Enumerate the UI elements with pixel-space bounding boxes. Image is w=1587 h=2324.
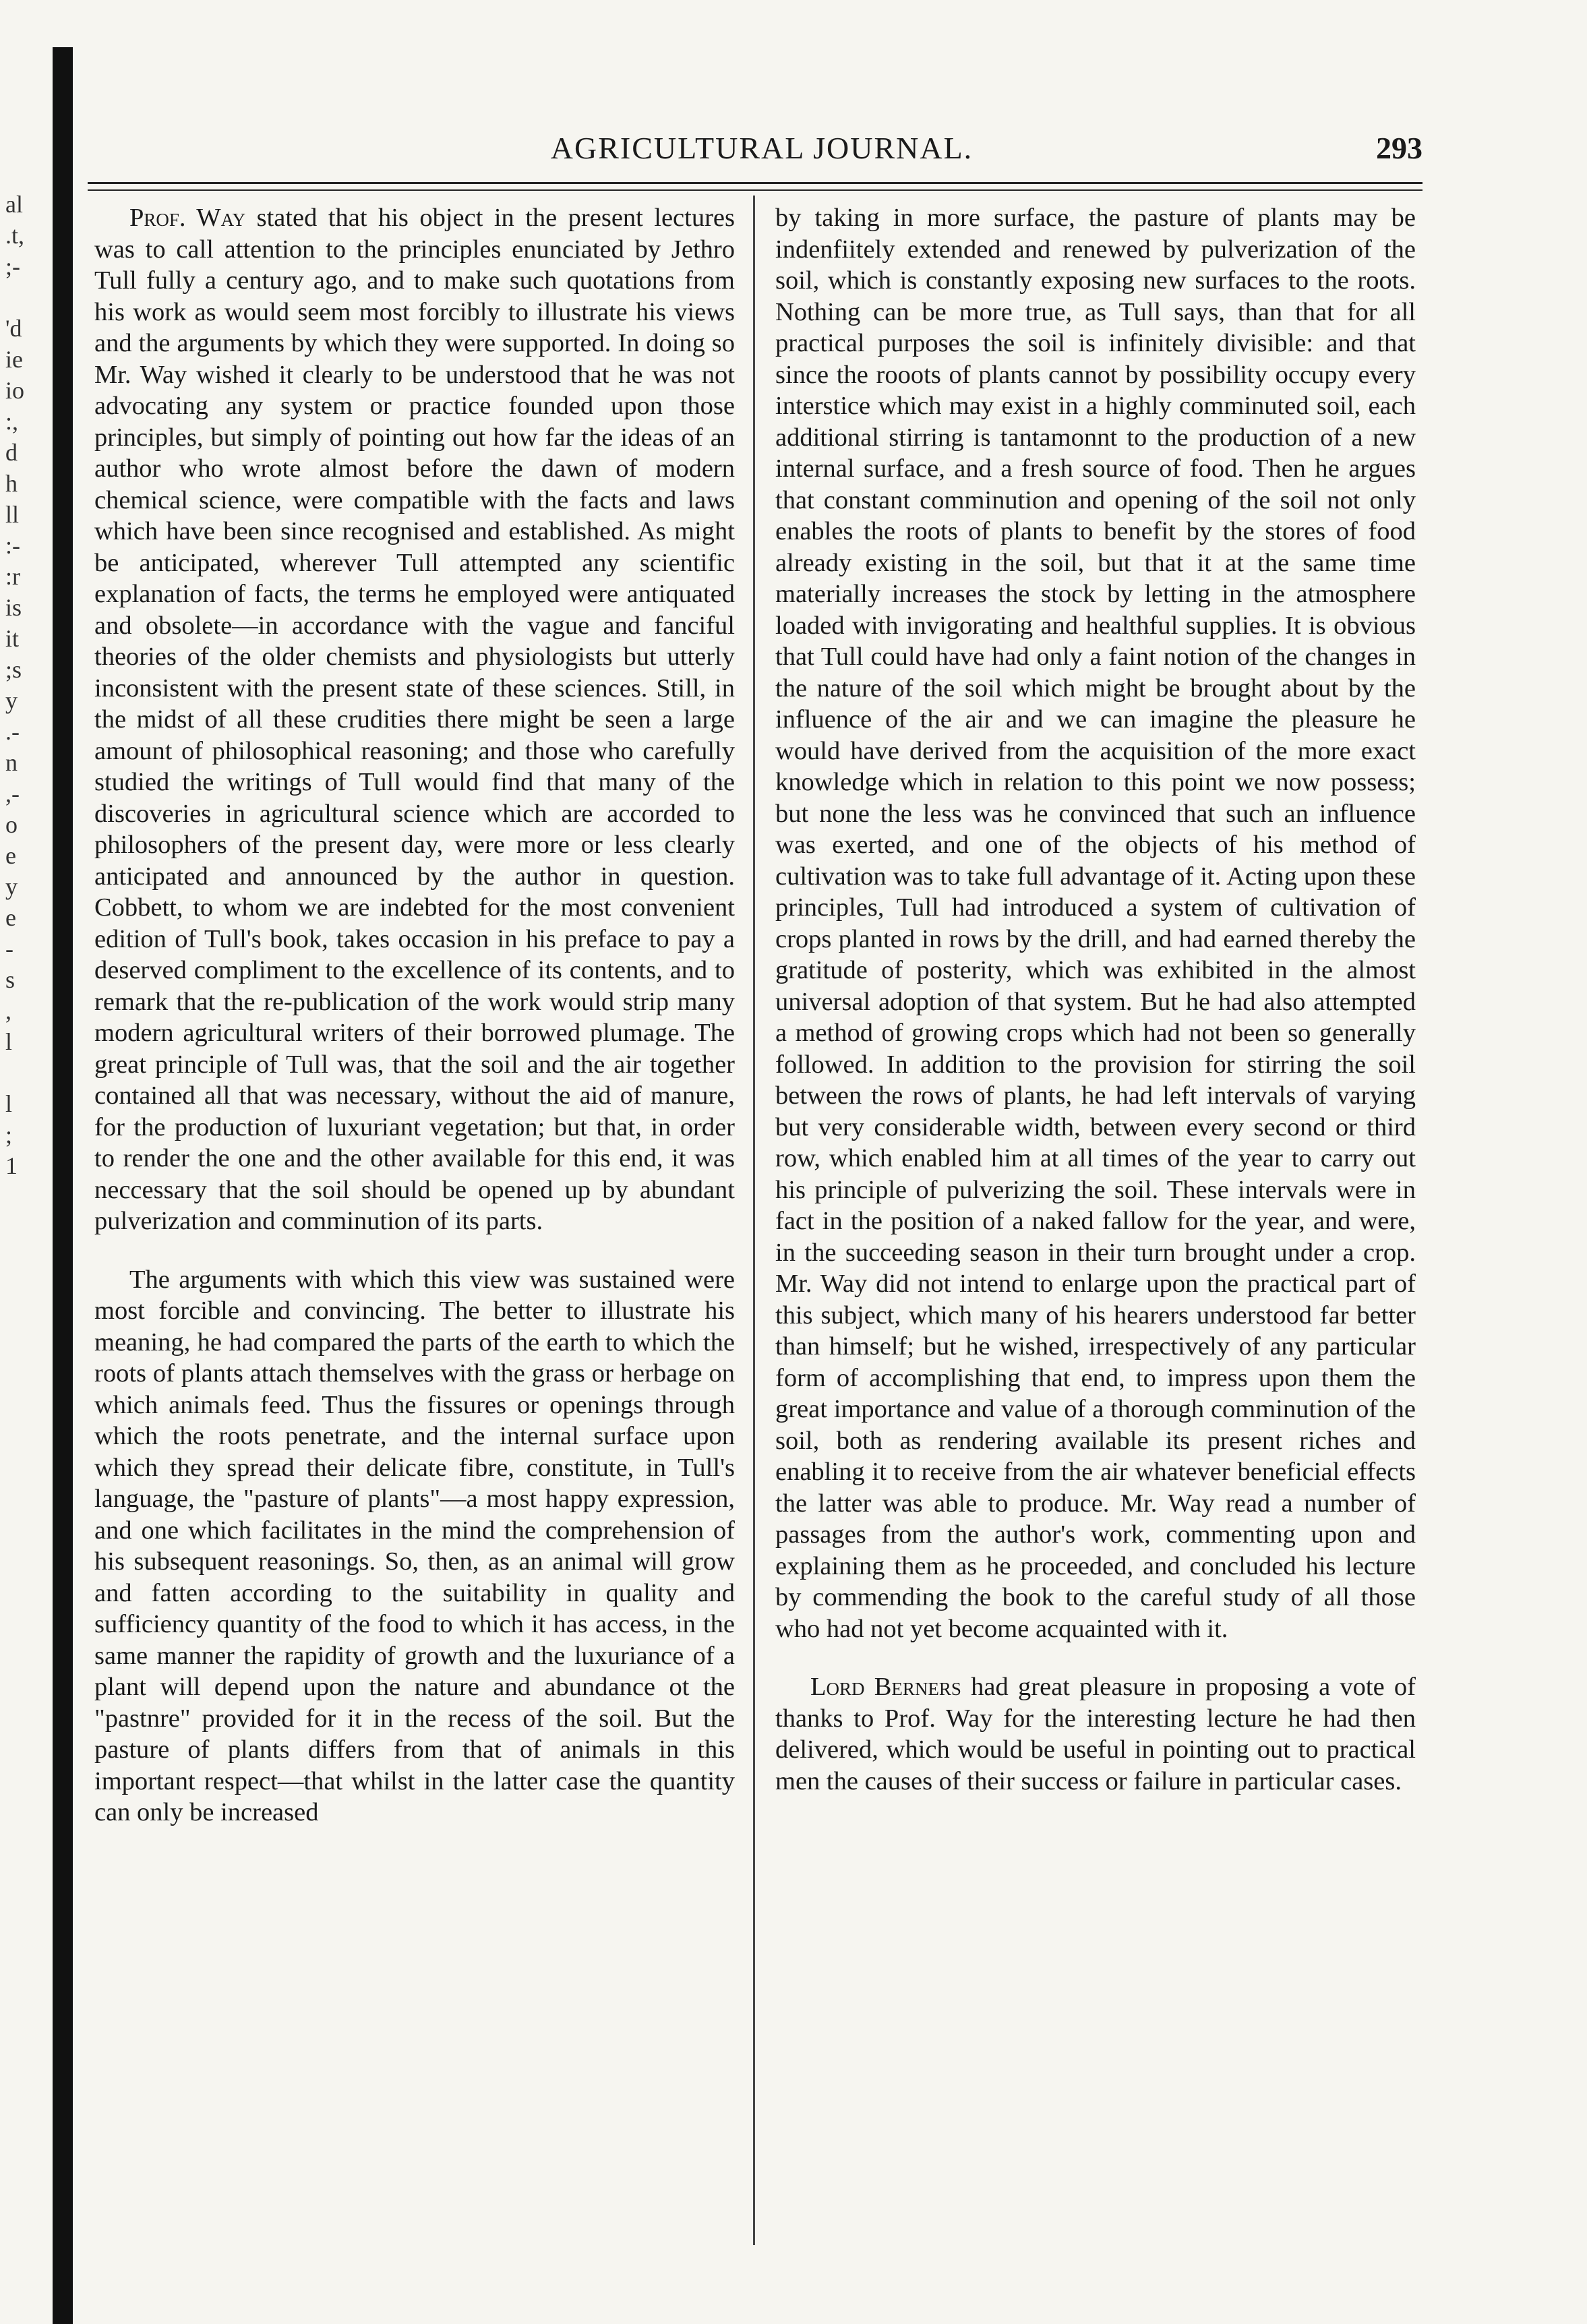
- page-number: 293: [1376, 131, 1423, 165]
- binding-edge: [53, 47, 73, 2324]
- left-column: [94, 202, 735, 1855]
- running-title: AGRICULTURAL JOURNAL.: [550, 131, 974, 165]
- margin-bleed-through-text: al .t, ;- 'd ie io :, d h ll :- :r is it ;s y .- n ,- o e y e - s , l l ; 1: [5, 191, 25, 1179]
- column-divider: [753, 196, 755, 2245]
- paragraph-vote-of-thanks: [775, 1671, 1416, 1797]
- speaker-name: Prof. Way: [129, 204, 246, 232]
- paragraph-arguments: The arguments with which this view was sustained were most forcible and convincing. The better to illustrate his meaning, he had compared the parts of the earth to which the roots of plants attach themselves with the grass or herbage on which animals feed. Thus the fissures or openings through which the roots penetrate, and the internal surface upon which they spread their delicate fibre, constitute, in Tull's language, the "pasture of plants"—a most happy expression, and one which facilitates in the mind the comprehension of his subsequent reasonings. So, then, as an animal will grow and fatten according to the suitability in quality and sufficiency quantity of the food to which it has access, in the same manner the rapidity of growth and the luxuriance of a plant will depend upon the nature and abundance ot the "pastnre" provided for it in the recess of the soil. But the pasture of plants differs from that of animals in this important respect—that whilst in the latter case the quantity can only be increased: [94, 1265, 735, 1826]
- header-rule: [88, 182, 1423, 191]
- right-column: [775, 202, 1416, 1824]
- paragraph-continuation: by taking in more surface, the pasture of plants may be indenfiitely extended and renewed by pulverization of the soil, which is constantly exposing new surfaces to the roots. Nothing can be more true, as Tull says, than that for all practical purposes the soil is infinitely divisible: and that since the rooots of plants cannot by possibility occupy every interstice which may exist in a highly comminuted soil, each additional stirring is tantamonnt to the production of a new internal surface, and a fresh source of food. Then he argues that constant comminution and opening of the soil not only enables the roots of plants to benefit by the stores of food already existing in the soil, but that it at the same time materially increases the stock by letting in the atmosphere loaded with invigorating and healthful supplies. It is obvious that Tull could have had only a faint notion of the changes in the nature of the soil which might be brought about by the influence of the air and we can imagine the pleasure he would have derived from the acquisition of the more exact knowledge which in relation to this point we now possess; but none the less was he convinced that such an influence was exerted, and one of the objects of his method of cultivation was to take full advantage of it. Acting upon these principles, Tull had introduced a system of cultivation of crops planted in rows by the drill, and had earned thereby the gratitude of posterity, which was exhibited in the almost universal adoption of that system. But he had also attempted a method of growing crops which had not been so generally followed. In addition to the provision for stirring the soil between the rows of plants, he had left intervals of varying but very considerable width, between every second or third row, which enabled him at all times of the year to carry out his principle of pulverizing the soil. These intervals were in fact in the position of a naked fallow for the year, and were, in the succeeding season in their turn brought under a crop. Mr. Way did not intend to enlarge upon the practical part of this subject, which many of his hearers understood far better than himself; but he wished, irrespectively of any particular form of accomplishing that end, to impress upon them the great importance and value of a thorough comminution of the soil, both as rendering available its present riches and enabling it to receive from the air whatever beneficial effects the latter was able to produce. Mr. Way read a number of passages from the author's work, commenting upon and explaining them as he proceeded, and concluded his lecture by commending the book to the careful study of all those who had not yet become acquainted with it.: [775, 204, 1416, 1643]
- paragraph-way-lecture: [94, 202, 735, 1237]
- paragraph-text: stated that his object in the present lectures was to call attention to the principles enunciated by Jethro Tull fully a century ago, and to make such quotations from his work as would seem most forcibly to illustrate his views and the arguments by which they were supported. In doing so Mr. Way wished it clearly to be understood that he was not advocating any system or practice founded upon those principles, but simply of pointing out how far the ideas of an author who wrote almost before the dawn of modern chemical science, were compatible with the facts and laws which have been since recognised and established. As might be anticipated, wherever Tull attempted any scientific explanation of facts, the terms he employed were antiquated and obsolete—in accordance with the vague and fanciful theories of the older chemists and physiologists but utterly inconsistent with the present state of these sciences. Still, in the midst of all these crudities there might be seen a large amount of philosophical reasoning; and those who carefully studied the writings of Tull would find that many of the discoveries in agricultural science which are accorded to philosophers of the present day, were more or less clearly anticipated and announced by the author in question. Cobbett, to whom we are indebted for the most convenient edition of Tull's book, takes occasion in his preface to pay a deserved compliment to the excellence of its contents, and to remark that the re-publication of the work would strip many modern agricultural writers of their borrowed plumage. The great principle of Tull was, that the soil and the air together contained all that was necessary, without the aid of manure, for the production of luxuriant vegetation; but that, in order to render the one and the other available for this end, it was neccessary that the soil should be opened up by abundant pulverization and comminution of its parts.: [94, 204, 735, 1235]
- paragraph-text: had great pleasure in proposing a vote of thanks to Prof. Way for the interesting lecture he had then delivered, which would be useful in pointing out to practical men the causes of their success or failure in particular cases.: [775, 1673, 1416, 1795]
- page-header: [101, 125, 1423, 172]
- speaker-name: Lord Berners: [810, 1673, 961, 1701]
